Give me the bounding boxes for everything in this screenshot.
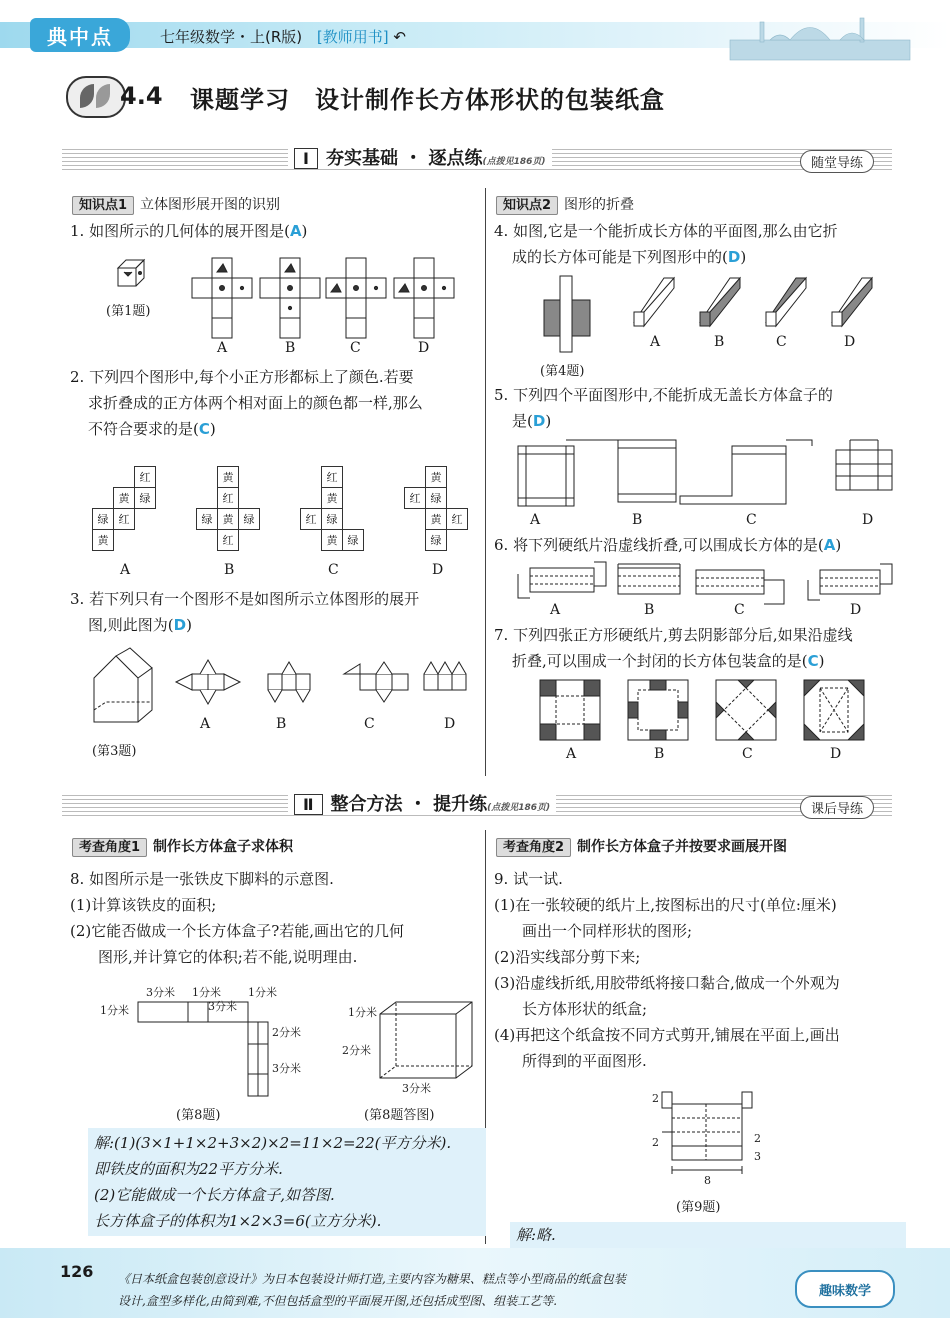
footer-note: 《日本纸盒包装创意设计》为日本包装设计师打造,主要内容为糖果、糕点等小型商品的纸盒包装 设计,盒型多样化,由简到难,不但包括盒型的平面展开图,还包括成型图、组装工艺等. [118, 1272, 626, 1308]
q5-figures [510, 436, 900, 512]
q8-solution: 解:(1)(3×1+1×2+3×2)×2=11×2=22(平方分米). 即铁皮的面积为22平方分米. (2)它能做成一个长方体盒子,如答图. 长方体盒子的体积为1×2×3=6(立方分米). [88, 1128, 486, 1236]
q8-box-figure [340, 996, 480, 1096]
q6-stem: 6. 将下列硬纸片沿虚线折叠,可以围成长方体的是(A) [494, 536, 842, 554]
q4-opt-a: A [650, 334, 661, 350]
q2-stem: 2. 下列四个图形中,每个小正方形都标上了颜色.若要 求折叠成的正方体两个相对面上的颜色都一样,那么 不符合要求的是(C) [70, 368, 423, 438]
q8-answer-caption: (第8题答图) [364, 1108, 435, 1123]
q8-label-c: 1分米 [248, 986, 277, 999]
q5-opt-d: D [862, 512, 874, 528]
q6-figures [510, 560, 900, 604]
q9-dim-e: 8 [704, 1174, 711, 1187]
q9-caption: (第9题) [676, 1200, 721, 1215]
q6-opt-d: D [850, 602, 862, 618]
kd2-title: 制作长方体盒子并按要求画展开图 [577, 839, 788, 855]
page-number: 126 [60, 1262, 94, 1281]
q3-answer: D [173, 616, 187, 634]
q1-caption: (第1题) [106, 304, 151, 319]
q1-opt-a: A [217, 340, 228, 356]
header-text [160, 26, 406, 47]
section1-heading [288, 144, 552, 170]
q3-opt-b: B [276, 716, 287, 732]
q5-opt-c: C [746, 512, 757, 528]
q7-opt-c: C [742, 746, 753, 762]
knowledge-point-1 [72, 194, 280, 214]
q7-answer: C [807, 652, 819, 670]
q3-opt-c: C [364, 716, 375, 732]
q1-opt-d: D [418, 340, 430, 356]
leaf-icon [66, 76, 126, 118]
q4-caption: (第4题) [540, 364, 585, 379]
section-number: 4.4 [120, 82, 163, 110]
section2-guide: 课后导练 [800, 796, 874, 819]
q8-label-f: 2分米 [272, 1026, 301, 1039]
q2-grid-b: 黄 红 绿 黄 绿 红 [196, 466, 260, 551]
q4-opt-c: C [776, 334, 787, 350]
q9-dim-c: 2 [754, 1132, 761, 1145]
q5-answer: D [532, 412, 546, 430]
q8-net-figure [98, 984, 301, 1100]
q1-opt-c: C [350, 340, 361, 356]
brand-logo: 典中点 [30, 18, 130, 52]
q1-opt-b: B [285, 340, 296, 356]
knowledge-point-2 [496, 194, 634, 214]
section1-ref: (点拨见186页) [482, 157, 546, 167]
q7-figures [536, 676, 896, 744]
q7-stem: 7. 下列四张正方形硬纸片,剪去阴影部分后,如果沿虚线 折叠,可以围成一个封闭的长方体包装盒的是(C) [494, 626, 853, 670]
q2-grid-c: 红 黄 红 绿 黄 绿 [300, 466, 364, 551]
section2-heading [288, 790, 556, 816]
q3-stem: 3. 若下列只有一个图形不是如图所示立体图形的展开 图,则此图为(D) [70, 590, 420, 634]
q3-opt-d: D [444, 716, 456, 732]
q8-label-a: 3分米 [146, 986, 175, 999]
kaocha-2 [496, 836, 787, 856]
q6-opt-c: C [734, 602, 745, 618]
q2-opt-d: D [432, 562, 444, 578]
q2-opt-c: C [328, 562, 339, 578]
q5-opt-b: B [632, 512, 643, 528]
q2-opt-b: B [224, 562, 235, 578]
q8-box-b: 2分米 [342, 1044, 371, 1057]
q7-opt-b: B [654, 746, 665, 762]
q2-opt-a: A [120, 562, 131, 578]
section1-roman: Ⅰ [294, 148, 318, 169]
q6-answer: A [823, 536, 836, 554]
q2-answer: C [198, 420, 210, 438]
q9-solution: 解:略. [510, 1222, 906, 1248]
q4-figures [540, 272, 880, 352]
kd1-tag: 考查角度1 [72, 838, 147, 857]
q2-grid-d: 黄 红 绿 黄 红 绿 [404, 466, 468, 551]
kp2-tag: 知识点2 [496, 196, 558, 215]
q5-opt-a: A [530, 512, 541, 528]
kp1-title: 立体图形展开图的识别 [140, 197, 281, 213]
q4-opt-d: D [844, 334, 856, 350]
q9-dim-d: 3 [754, 1150, 761, 1163]
q7-opt-a: A [566, 746, 577, 762]
q8-label-g: 3分米 [272, 1062, 301, 1075]
q4-opt-b: B [714, 334, 725, 350]
q3-caption: (第3题) [92, 744, 137, 759]
section2-ref: (点拨见186页) [487, 803, 551, 813]
page-title: 课题学习 设计制作长方体形状的包装纸盒 [190, 85, 665, 114]
q2-grid-a: 红 黄 绿 绿 红 黄 [92, 466, 156, 551]
q8-label-b: 1分米 [192, 986, 221, 999]
section2-roman: Ⅱ [294, 794, 323, 815]
kp1-tag: 知识点1 [72, 196, 134, 215]
q8-label-d: 1分米 [100, 1004, 129, 1017]
q9-dim-b: 2 [652, 1136, 659, 1149]
grade-label: 七年级数学・上(R版) [160, 28, 303, 46]
q9-net-figure [650, 1084, 770, 1194]
q8-label-e: 3分米 [208, 1000, 237, 1013]
section1-label: 夯实基础 ・ 逐点练 [325, 148, 483, 169]
section1-guide: 随堂导练 [800, 150, 874, 173]
q6-opt-b: B [644, 602, 655, 618]
q6-opt-a: A [550, 602, 561, 618]
skyline-icon [720, 10, 920, 60]
q8-caption: (第8题) [176, 1108, 221, 1123]
q8-stem: 8. 如图所示是一张铁皮下脚料的示意图. (1)计算该铁皮的面积; (2)它能否做成一个长方体盒子?若能,画出它的几何 图形,并计算它的体积;若不能,说明理由. [70, 870, 405, 966]
q8-box-c: 3分米 [402, 1082, 431, 1095]
kaocha-1 [72, 836, 293, 856]
kd1-title: 制作长方体盒子求体积 [153, 839, 294, 855]
q7-opt-d: D [830, 746, 842, 762]
q9-dim-a: 2 [652, 1092, 659, 1105]
kd2-tag: 考查角度2 [496, 838, 571, 857]
q1-stem: 1. 如图所示的几何体的展开图是(A) [70, 222, 308, 240]
section2-label: 整合方法 ・ 提升练 [330, 794, 488, 815]
q8-box-a: 1分米 [348, 1006, 377, 1019]
q9-stem: 9. 试一试. (1)在一张较硬的纸片上,按图标出的尺寸(单位:厘米) 画出一个同样形状的图形; (2)沿实线部分剪下来; (3)沿虚线折纸,用胶带纸将接口黏合,做成一个外观为 长方体形状的纸盒; (4)再把这个纸盒按不同方式剪开,铺展在平面上,画出 所得到的平面图形. [494, 870, 840, 1070]
q4-stem: 4. 如图,它是一个能折成长方体的平面图,那么由它折 成的长方体可能是下列图形中的(D) [494, 222, 838, 266]
kp2-title: 图形的折叠 [564, 197, 635, 213]
back-icon: ↶ [393, 28, 406, 46]
teacher-tag: [教师用书] [316, 28, 389, 46]
q4-answer: D [727, 248, 741, 266]
q3-opt-a: A [200, 716, 211, 732]
q5-stem: 5. 下列四个平面图形中,不能折成无盖长方体盒子的 是(D) [494, 386, 833, 430]
q1-answer: A [289, 222, 302, 240]
fun-math-badge: 趣味数学 [795, 1270, 895, 1308]
